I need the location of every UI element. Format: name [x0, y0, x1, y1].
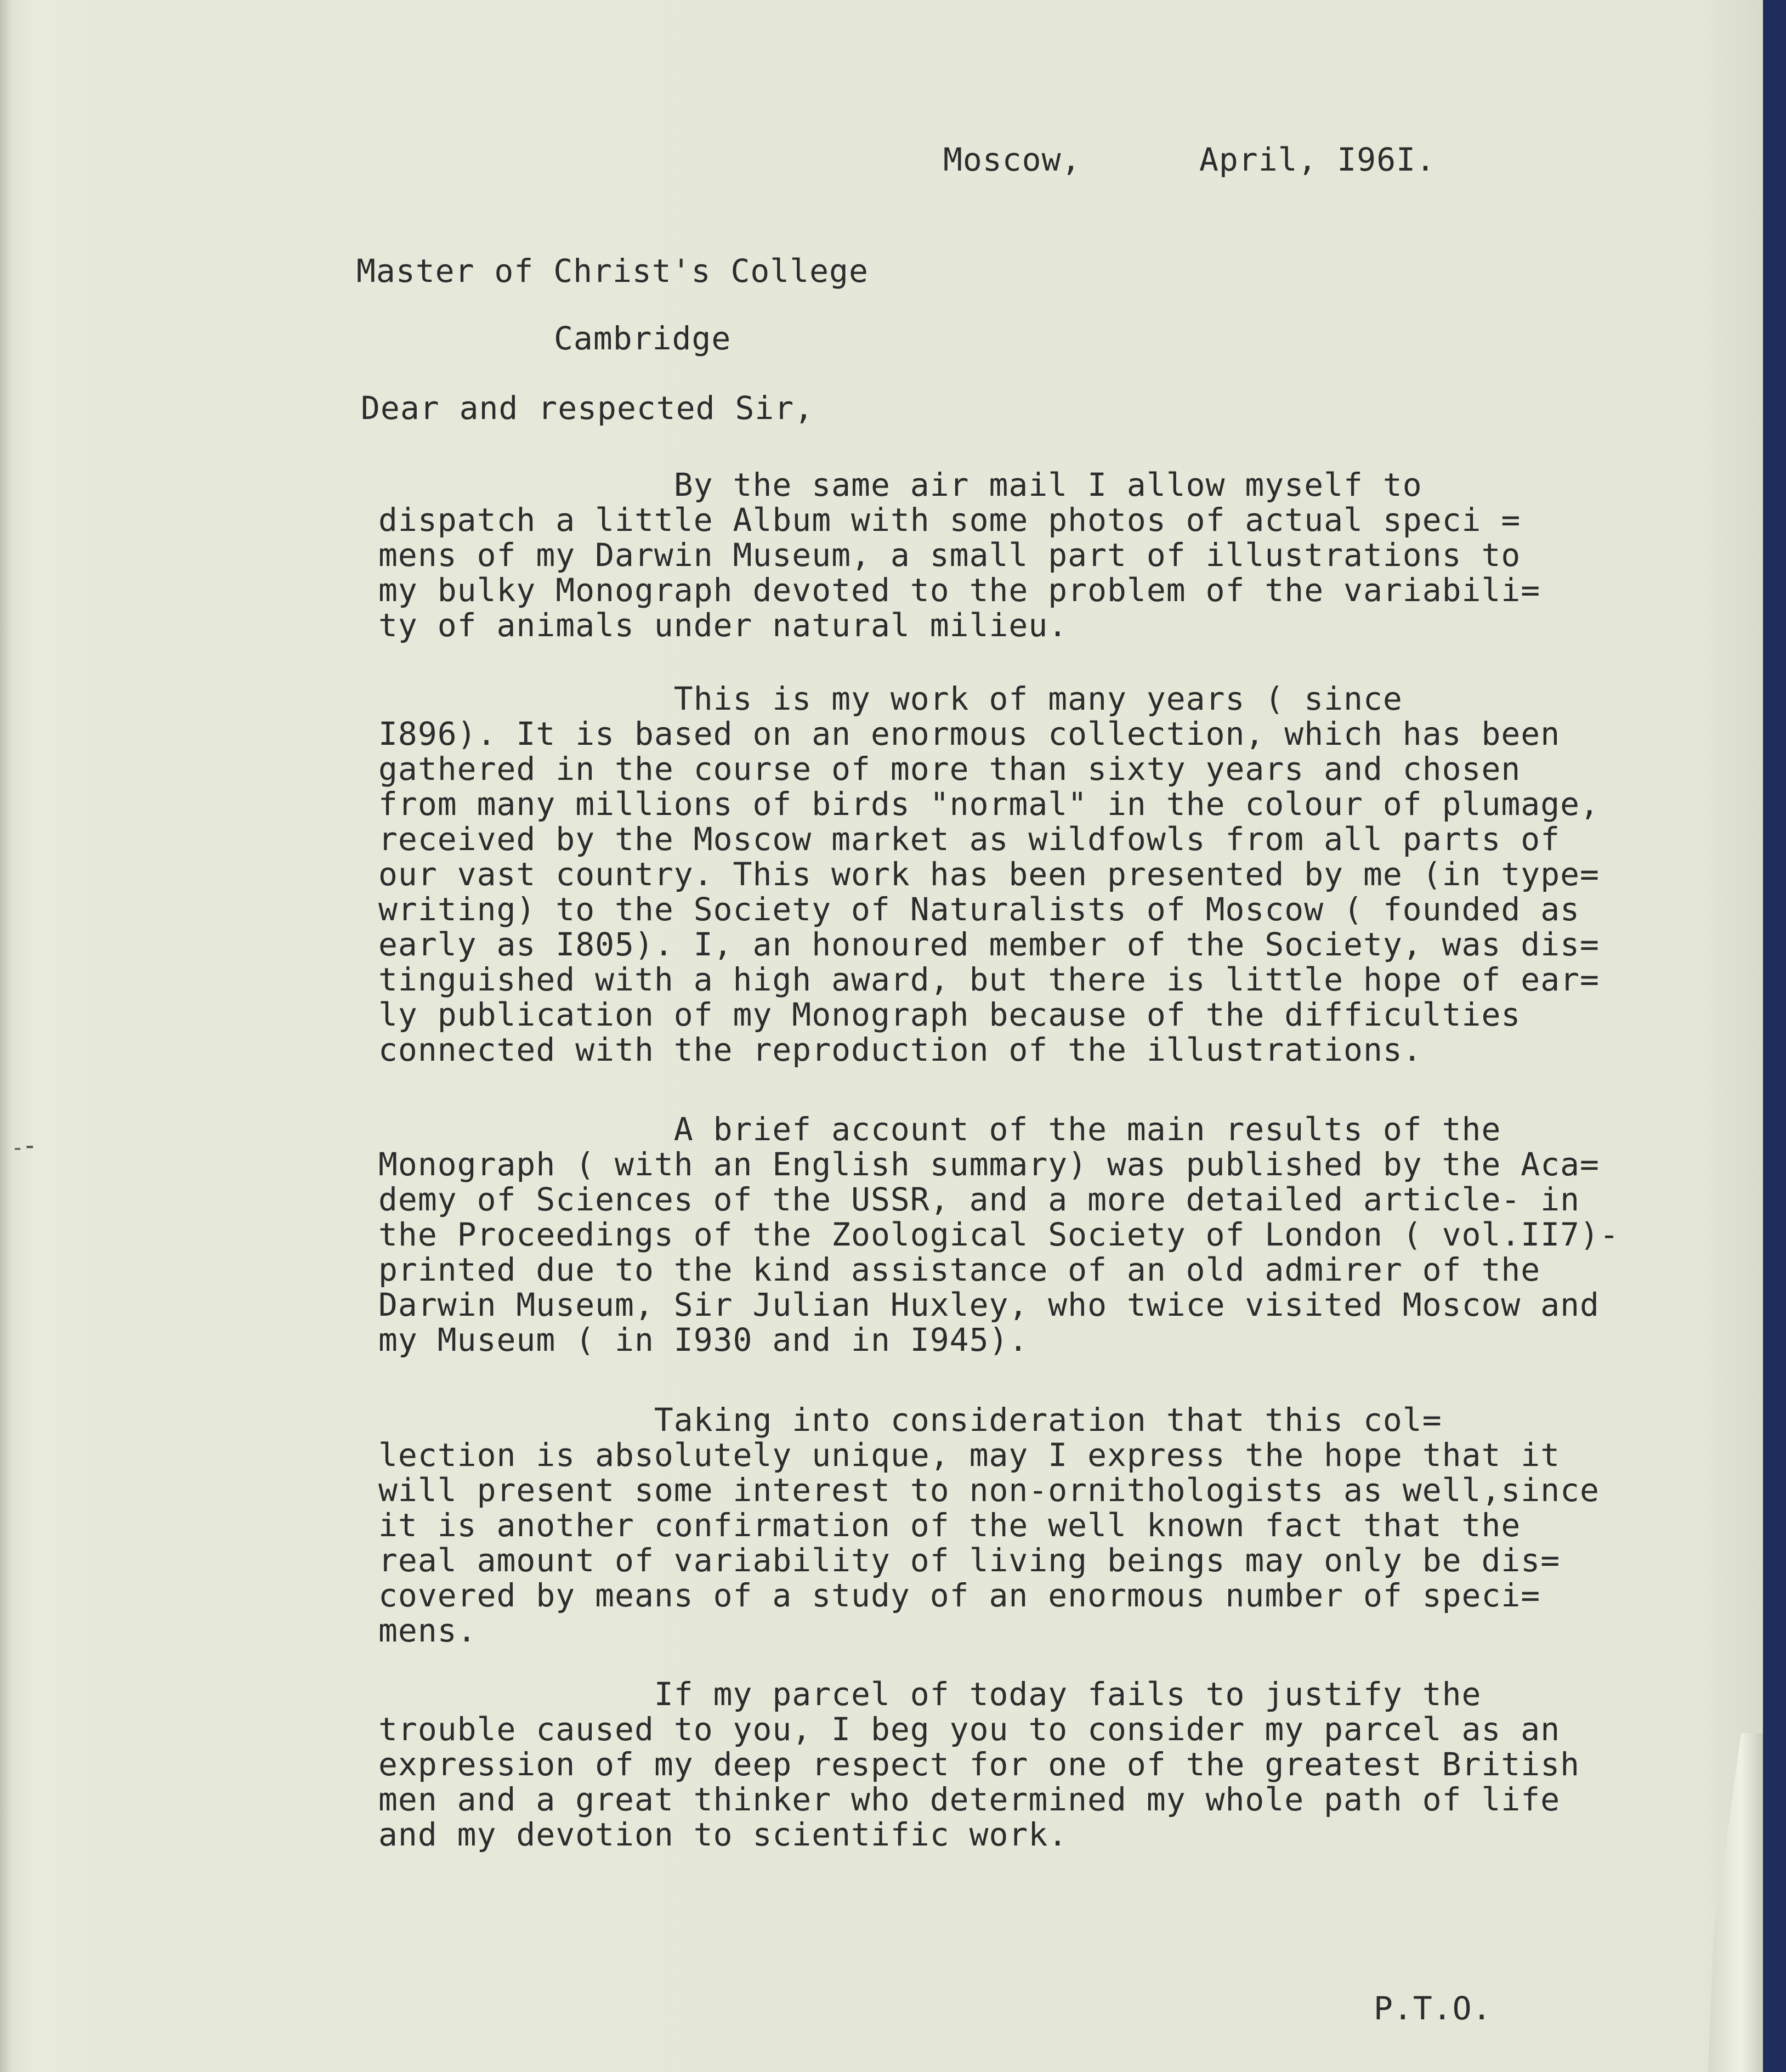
- text-line: ty of animals under natural milieu.: [378, 607, 1068, 644]
- text-line: my bulky Monograph devoted to the problem of the variabili=: [378, 571, 1541, 609]
- salutation: Dear and respected Sir,: [361, 389, 814, 427]
- text-line: mens of my Darwin Museum, a small part of illustrations to: [378, 536, 1521, 574]
- text-line: I896). It is based on an enormous collection, which has been: [378, 715, 1561, 752]
- paragraph-1: [378, 466, 1738, 644]
- scan-background-edge: [1763, 0, 1786, 2072]
- text-line: gathered in the course of more than sixty years and chosen: [378, 750, 1521, 788]
- text-line: Darwin Museum, Sir Julian Huxley, who twice visited Moscow and: [378, 1286, 1600, 1323]
- text-line: our vast country. This work has been presented by me (in type=: [378, 856, 1600, 893]
- paragraph-2: [378, 680, 1738, 1069]
- text-line: A brief account of the main results of the: [378, 1111, 1501, 1148]
- text-line: covered by means of a study of an enormous number of speci=: [378, 1577, 1541, 1614]
- text-line: dispatch a little Album with some photos of actual speci =: [378, 501, 1521, 539]
- paragraph-5: [378, 1675, 1738, 1854]
- text-line: tinguished with a high award, but there is little hope of ear=: [378, 961, 1600, 998]
- text-line: Taking into consideration that this col=: [378, 1401, 1442, 1439]
- text-line: If my parcel of today fails to justify the: [378, 1675, 1482, 1713]
- paper-left-edge: [0, 0, 12, 2072]
- text-line: my Museum ( in I930 and in I945).: [378, 1321, 1029, 1358]
- letter-header: Moscow, April, I96I.: [943, 141, 1436, 178]
- margin-tick-mark: -⁃: [11, 1135, 36, 1160]
- text-line: writing) to the Society of Naturalists of Moscow ( founded as: [378, 891, 1580, 928]
- text-line: lection is absolutely unique, may I express the hope that it: [378, 1436, 1561, 1474]
- text-line: real amount of variability of living beings may only be dis=: [378, 1542, 1561, 1579]
- text-line: connected with the reproduction of the illustrations.: [378, 1031, 1422, 1068]
- text-line: from many millions of birds "normal" in the colour of plumage,: [378, 785, 1600, 823]
- paragraph-3: [378, 1113, 1738, 1359]
- pto-marker: P.T.O.: [1374, 1990, 1492, 2027]
- text-line: men and a great thinker who determined my whole path of life: [378, 1781, 1561, 1818]
- text-line: expression of my deep respect for one of the greatest British: [378, 1746, 1580, 1783]
- paragraph-4: [378, 1401, 1738, 1650]
- text-line: By the same air mail I allow myself to: [378, 466, 1422, 503]
- text-line: printed due to the kind assistance of an old admirer of the: [378, 1251, 1541, 1288]
- recipient-line-2: Cambridge: [554, 320, 732, 357]
- text-line: and my devotion to scientific work.: [378, 1816, 1068, 1853]
- text-line: Monograph ( with an English summary) was published by the Aca=: [378, 1146, 1600, 1183]
- text-line: demy of Sciences of the USSR, and a more detailed article- in: [378, 1181, 1580, 1218]
- text-line: the Proceedings of the Zoological Society of London ( vol.II7)-: [378, 1216, 1619, 1253]
- text-line: mens.: [378, 1612, 477, 1649]
- text-line: early as I805). I, an honoured member of the Society, was dis=: [378, 926, 1600, 963]
- text-line: will present some interest to non-ornithologists as well,since: [378, 1471, 1600, 1509]
- text-line: received by the Moscow market as wildfowls from all parts of: [378, 820, 1561, 858]
- text-line: ly publication of my Monograph because of the difficulties: [378, 996, 1521, 1033]
- text-line: This is my work of many years ( since: [378, 680, 1403, 717]
- text-line: trouble caused to you, I beg you to consider my parcel as an: [378, 1711, 1561, 1748]
- text-line: it is another confirmation of the well known fact that the: [378, 1507, 1521, 1544]
- recipient-line-1: Master of Christ's College: [356, 252, 869, 290]
